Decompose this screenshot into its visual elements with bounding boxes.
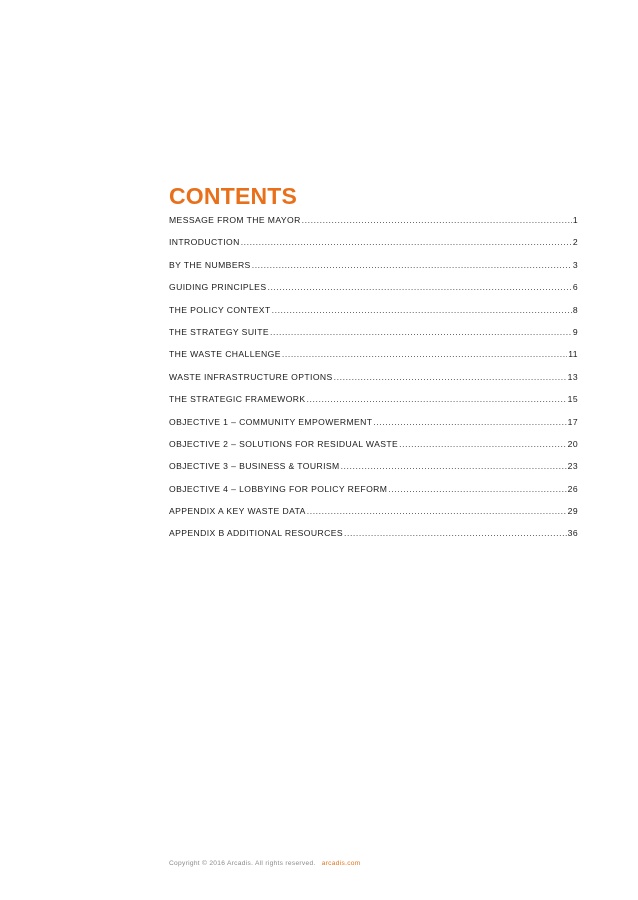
toc-list (169, 215, 578, 551)
toc-entry[interactable] (169, 305, 578, 327)
toc-dot-leader (334, 372, 567, 382)
toc-entry-page-number: 3 (572, 259, 578, 270)
toc-entry-label: WASTE INFRASTRUCTURE OPTIONS (169, 371, 333, 382)
toc-entry-page-number: 9 (572, 326, 578, 337)
toc-entry[interactable] (169, 372, 578, 394)
toc-entry-label: BY THE NUMBERS (169, 259, 251, 270)
toc-dot-leader (307, 506, 567, 516)
toc-entry-label: THE WASTE CHALLENGE (169, 349, 281, 360)
toc-entry[interactable] (169, 215, 578, 237)
toc-entry[interactable] (169, 461, 578, 483)
toc-entry-label: INTRODUCTION (169, 237, 240, 248)
toc-entry-label: THE STRATEGIC FRAMEWORK (169, 394, 306, 405)
toc-entry-page-number: 11 (568, 349, 578, 360)
toc-dot-leader (373, 417, 566, 427)
toc-entry-label: MESSAGE FROM THE MAYOR (169, 215, 301, 225)
toc-entry-label: THE POLICY CONTEXT (169, 304, 271, 315)
toc-entry[interactable] (169, 260, 578, 282)
toc-entry-page-number: 26 (567, 483, 578, 494)
toc-entry[interactable] (169, 417, 578, 439)
toc-entry[interactable] (169, 394, 578, 416)
toc-dot-leader (344, 528, 567, 538)
toc-entry-page-number: 15 (567, 394, 578, 405)
toc-entry[interactable] (169, 484, 578, 506)
toc-entry[interactable] (169, 282, 578, 304)
toc-dot-leader (241, 237, 572, 247)
toc-dot-leader (252, 260, 572, 270)
toc-dot-leader (388, 484, 566, 494)
footer (169, 860, 361, 867)
toc-entry-label: APPENDIX B ADDITIONAL RESOURCES (169, 528, 343, 539)
toc-entry[interactable] (169, 327, 578, 349)
toc-entry-label: GUIDING PRINCIPLES (169, 282, 267, 293)
toc-entry[interactable] (169, 528, 578, 550)
toc-dot-leader (272, 305, 572, 315)
toc-entry-page-number: 20 (567, 438, 578, 449)
toc-entry-page-number: 13 (567, 371, 578, 382)
toc-entry-page-number: 8 (572, 304, 578, 315)
toc-dot-leader (267, 282, 571, 292)
toc-entry-page-number: 36 (567, 528, 578, 539)
toc-entry-page-number: 17 (567, 416, 578, 427)
contents-title: CONTENTS (169, 183, 298, 209)
footer-website-link[interactable]: arcadis.com (321, 860, 361, 867)
table-of-contents (169, 181, 578, 551)
toc-entry-page-number: 23 (567, 461, 578, 472)
toc-entry-page-number: 6 (572, 282, 578, 293)
toc-dot-leader (302, 215, 572, 225)
toc-entry-label: OBJECTIVE 2 – SOLUTIONS FOR RESIDUAL WASTE (169, 438, 399, 449)
toc-entry[interactable] (169, 506, 578, 528)
toc-entry-page-number: 29 (567, 506, 578, 517)
toc-entry-label: THE STRATEGY SUITE (169, 326, 269, 337)
toc-entry[interactable] (169, 237, 578, 259)
toc-entry-page-number: 2 (572, 237, 578, 248)
toc-dot-leader (341, 461, 567, 471)
toc-dot-leader (307, 394, 567, 404)
toc-entry[interactable] (169, 439, 578, 461)
toc-dot-leader (270, 327, 572, 337)
toc-dot-leader (282, 349, 567, 359)
footer-copyright: Copyright © 2016 Arcadis. All rights reserved. (169, 860, 316, 867)
toc-entry-label: APPENDIX A KEY WASTE DATA (169, 506, 306, 517)
toc-dot-leader (399, 439, 567, 449)
toc-entry-page-number: 1 (572, 215, 578, 225)
toc-entry[interactable] (169, 349, 578, 371)
toc-entry-label: OBJECTIVE 1 – COMMUNITY EMPOWERMENT (169, 416, 373, 427)
toc-entry-label: OBJECTIVE 3 – BUSINESS & TOURISM (169, 461, 340, 472)
toc-entry-label: OBJECTIVE 4 – LOBBYING FOR POLICY REFORM (169, 483, 388, 494)
